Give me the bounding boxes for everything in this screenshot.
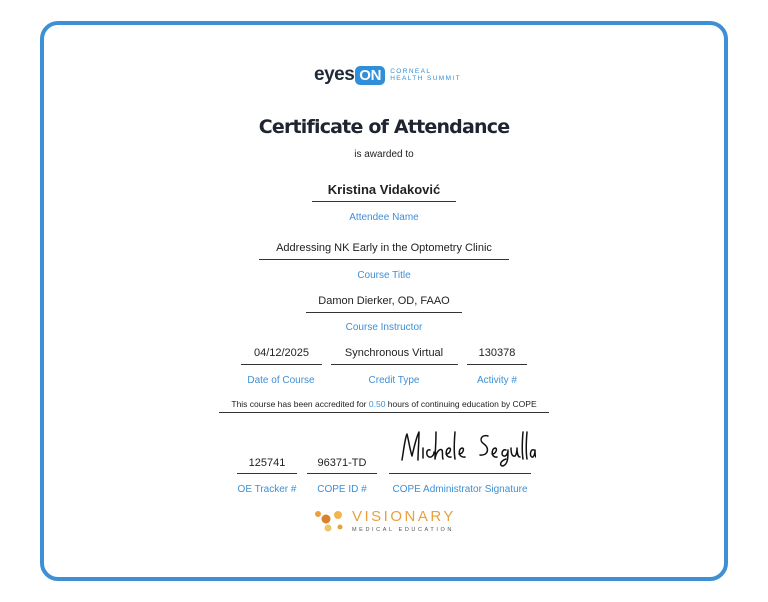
oe-tracker-line — [237, 473, 297, 474]
visionary-wordmark — [352, 509, 456, 533]
logo-subtitle-line1: CORNEAL — [390, 67, 432, 75]
signature-label: COPE Administrator Signature — [392, 484, 528, 495]
attendee-name-label: Attendee Name — [349, 212, 419, 223]
accreditation-hours: 0.50 — [368, 399, 386, 409]
course-instructor-label: Course Instructor — [345, 322, 423, 333]
date-of-course-label: Date of Course — [247, 375, 315, 386]
visionary-name: VISIONARY — [352, 508, 456, 525]
credit-type-label: Credit Type — [368, 375, 420, 386]
course-instructor-value: Damon Dierker, OD, FAAO — [318, 295, 450, 307]
course-title-line — [259, 259, 509, 260]
eyes-on-logo — [314, 65, 461, 85]
credit-type-value: Synchronous Virtual — [344, 347, 444, 359]
logo-subtitle-line2: HEALTH SUMMIT — [390, 75, 461, 82]
attendee-name-line — [312, 201, 456, 202]
visionary-logo — [314, 509, 456, 533]
course-title-value: Addressing NK Early in the Optometry Clinic — [276, 242, 492, 254]
date-of-course-value: 04/12/2025 — [253, 347, 310, 359]
credit-type-line — [331, 364, 458, 365]
activity-number-line — [467, 364, 527, 365]
logo-subtitle — [390, 68, 461, 83]
cope-id-value: 96371-TD — [317, 457, 367, 469]
cope-id-line — [307, 473, 377, 474]
visionary-dots-icon — [314, 509, 346, 533]
course-title-label: Course Title — [357, 270, 411, 281]
accreditation-statement — [0, 399, 768, 409]
administrator-signature — [396, 428, 536, 470]
accreditation-suffix: hours of continuing education by COPE — [385, 399, 537, 409]
certificate-title: Certificate of Attendance — [258, 116, 510, 138]
cope-id-label: COPE ID # — [317, 484, 367, 495]
logo-eyes-text: eyes — [314, 64, 355, 85]
accreditation-line — [219, 412, 549, 413]
activity-number-value: 130378 — [478, 347, 516, 359]
date-of-course-line — [241, 364, 322, 365]
activity-number-label: Activity # — [476, 375, 517, 386]
awarded-to-text: is awarded to — [354, 149, 414, 160]
visionary-tagline: MEDICAL EDUCATION — [352, 527, 454, 533]
oe-tracker-value: 125741 — [248, 457, 286, 469]
signature-line — [389, 473, 531, 474]
accreditation-prefix: This course has been accredited for — [231, 399, 369, 409]
attendee-name-value: Kristina Vidaković — [327, 182, 441, 197]
logo-on-badge: ON — [355, 66, 385, 85]
course-instructor-line — [306, 312, 462, 313]
oe-tracker-label: OE Tracker # — [237, 484, 297, 495]
